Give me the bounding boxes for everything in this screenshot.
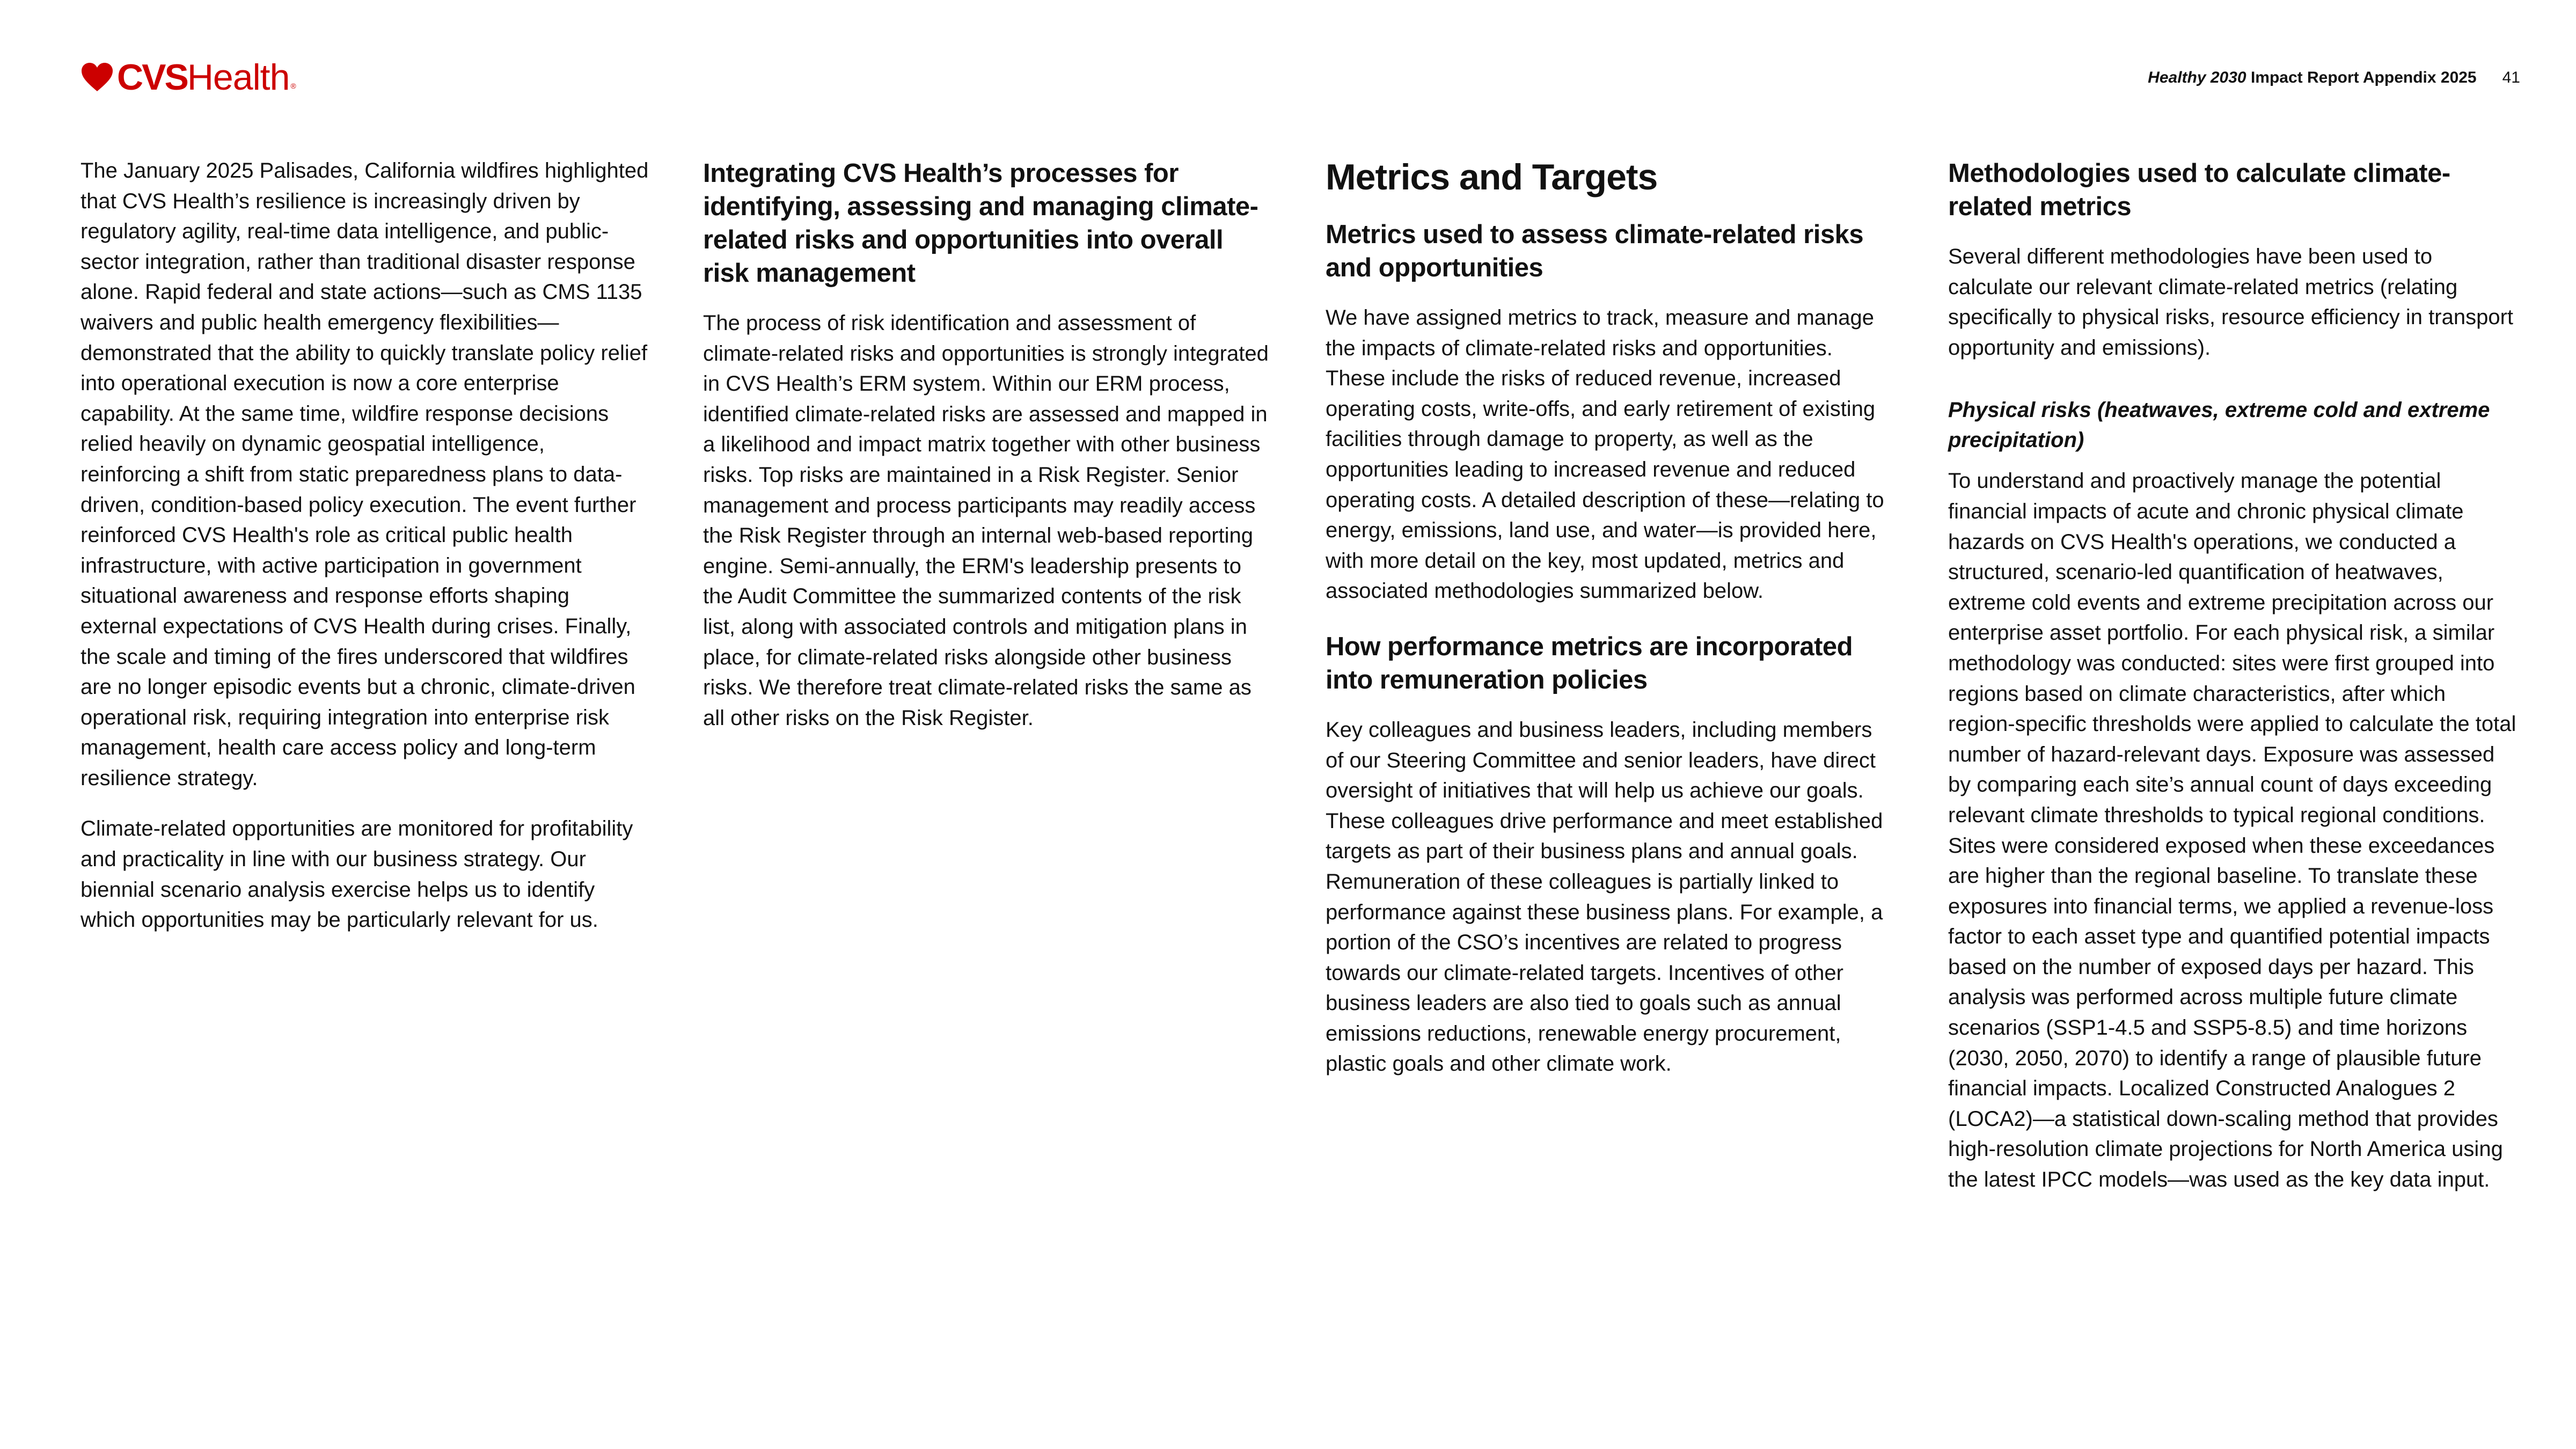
column-3 [1326,156,1894,1100]
column-2 [703,156,1272,753]
section-title-metrics-targets: Metrics and Targets [1326,157,1658,197]
logo-health-text: Health [187,57,290,98]
registered-mark: ® [290,82,296,90]
report-title-rest: Impact Report Appendix 2025 [2246,69,2477,86]
heart-icon [80,62,114,92]
page-number: 41 [2502,69,2520,86]
paragraph-remuneration: Key colleagues and business leaders, including members of our Steering Committee and senior leaders, have direct oversight of initiatives that will help us achieve our goals. These colleagues drive performance and meet established targets as part of their business plans and annual goals. Remuneration of these colleagues is partially linked to performance against these business plans. For example, a portion of the CSO’s incentives are related to progress towards our climate-related targets. Incentives of other business leaders are also tied to goals such as annual emissions reductions, renewable energy procurement, plastic goals and other climate work. [1326,718,1883,1076]
paragraph-methodologies: Several different methodologies have been used to calculate our relevant climate-related metrics (relating specifically to physical risks, resource efficiency in transport opportunity and emissions). [1948,245,2514,360]
paragraph-opportunities: Climate-related opportunities are monitored for profitability and practicality in line with our business strategy. Our biennial scenario analysis exercise helps us to identify which opportunities may be particularly relevant for us. [80,817,633,932]
column-4 [1948,156,2517,1216]
column-1 [80,156,649,956]
heading-integrating-processes: Integrating CVS Health’s processes for identifying, assessing and managing climate-related risks and opportunities into overall risk management [703,159,1258,288]
heading-remuneration: How performance metrics are incorporated into remuneration policies [1326,632,1853,694]
report-title-italic: Healthy 2030 [2148,69,2246,86]
report-title [2148,69,2476,87]
paragraph-metrics: We have assigned metrics to track, measure and manage the impacts of climate-related risks and opportunities. These include the risks of reduced revenue, increased operating costs, write-offs, and early retirement of existing facilities through damage to property, as well as the opportunities leading to increased revenue and reduced operating costs. A detailed description of these—relating to energy, emissions, land use, and water—is provided here, with more detail on the key, most updated, metrics and associated methodologies summarized below. [1326,306,1884,603]
paragraph-risk-identification: The process of risk identification and assessment of climate-related risks and opportunities is strongly integrated in CVS Health’s ERM system. Within our ERM process, identified climate-related risks are assessed and mapped in a likelihood and impact matrix together with other business risks. Top risks are maintained in a Risk Register. Senior management and process participants may readily access the Risk Register through an internal web-based reporting engine. Semi-annually, the ERM's leadership presents to the Audit Committee the summarized contents of the risk list, along with associated controls and mitigation plans in place, for climate-related risks alongside other business risks. We therefore treat climate-related risks the same as all other risks on the Risk Register. [703,311,1269,730]
heading-metrics-used: Metrics used to assess climate-related risks and opportunities [1326,220,1864,282]
cvs-health-logo [80,57,296,98]
subheading-physical-risks: Physical risks (heatwaves, extreme cold and extreme precipitation) [1948,398,2490,452]
heading-methodologies: Methodologies used to calculate climate-related metrics [1948,159,2450,221]
paragraph-physical-risks: To understand and proactively manage the potential financial impacts of acute and chronic physical climate hazards on CVS Health's operations, we conducted a structured, scenario-led quantification of heatwaves, extreme cold events and extreme precipitation across our enterprise asset portfolio. For each physical risk, a similar methodology was conducted: sites were first grouped into regions based on climate characteristics, after which region-specific thresholds were applied to calculate the total number of hazard-relevant days. Exposure was assessed by comparing each site’s annual count of days exceeding relevant climate thresholds to typical regional conditions. Sites were considered exposed when these exceedances are higher than the regional baseline. To translate these exposures into financial terms, we applied a revenue-loss factor to each asset type and quantified potential impacts based on the number of exposed days per hazard. This analysis was performed across multiple future climate scenarios (SSP1-4.5 and SSP5-8.5) and time horizons (2030, 2050, 2070) to identify a range of plausible future financial impacts. Localized Constructed Analogues 2 (LOCA2)—a statistical down-scaling method that provides high-resolution climate projections for North America using the latest IPCC models—was used as the key data input. [1948,469,2516,1192]
logo-cvs-text: CVS [117,57,187,98]
paragraph-wildfires: The January 2025 Palisades, California wildfires highlighted that CVS Health’s resilience is increasingly driven by regulatory agility, real-time data intelligence, and public-sector integration, rather than traditional disaster response alone. Rapid federal and state actions—such as CMS 1135 waivers and public health emergency flexibilities—demonstrated that the ability to quickly translate policy relief into operational execution is now a core enterprise capability. At the same time, wildfire response decisions relied heavily on dynamic geospatial intelligence, reinforcing a shift from static preparedness plans to data-driven, condition-based policy execution. The event further reinforced CVS Health's role as critical public health infrastructure, with active participation in government situational awareness and response efforts shaping external expectations of CVS Health during crises. Finally, the scale and timing of the fires underscored that wildfires are no longer episodic events but a chronic, climate-driven operational risk, requiring integration into enterprise risk management, health care access policy and long-term resilience strategy. [80,159,649,790]
page-header [2148,69,2520,87]
